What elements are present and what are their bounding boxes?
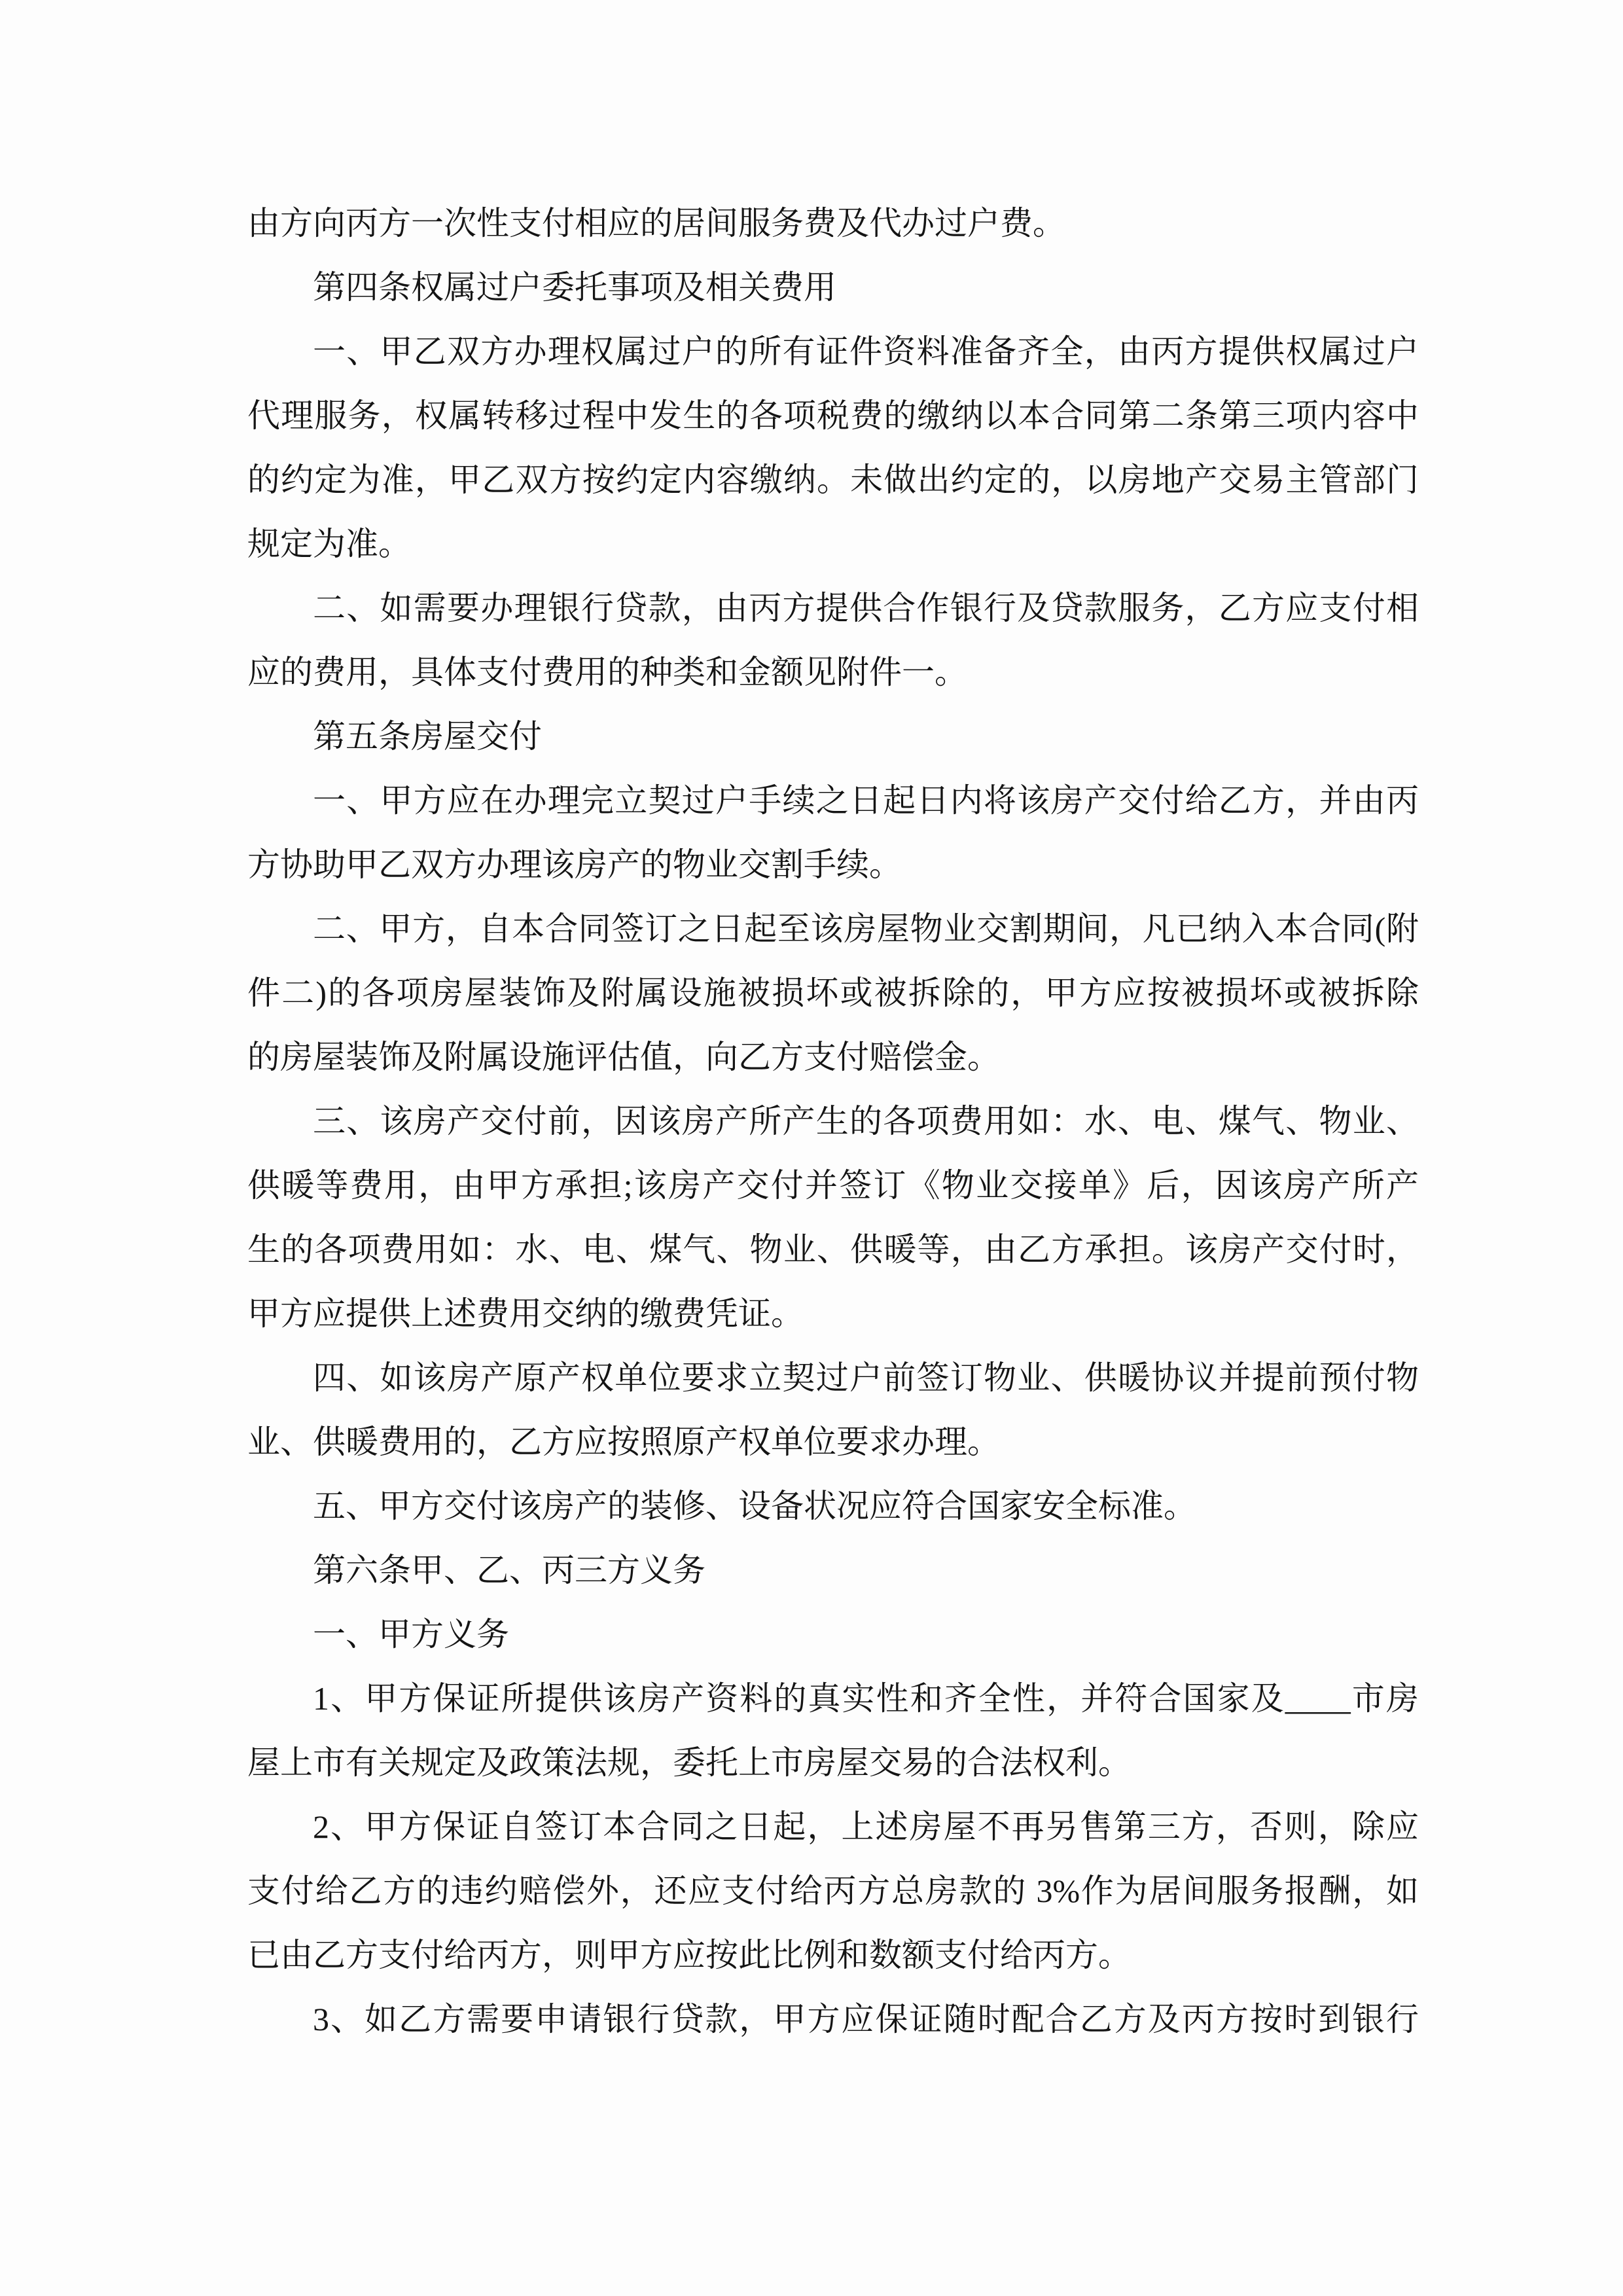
text-line: 已由乙方支付给丙方，则甲方应按此比例和数额支付给丙方。 — [247, 1937, 1131, 1973]
text-line: 一、甲乙双方办理权属过户的所有证件资料准备齐全，由丙方提供权属过户 — [313, 333, 1419, 370]
text-line: 三、该房产交付前，因该房产所产生的各项费用如：水、电、煤气、物业、 — [313, 1103, 1419, 1139]
document-page — [247, 191, 1419, 2051]
text-line: 五、甲方交付该房产的装修、设备状况应符合国家安全标准。 — [313, 1488, 1196, 1524]
text-line: 第六条甲、乙、丙三方义务 — [313, 1552, 705, 1588]
text-line: 应的费用，具体支付费用的种类和金额见附件一。 — [247, 654, 967, 691]
text-line: 二、甲方，自本合同签订之日起至该房屋物业交割期间，凡已纳入本合同(附 — [313, 910, 1419, 947]
text-line: 的约定为准，甲乙双方按约定内容缴纳。未做出约定的，以房地产交易主管部门 — [247, 461, 1419, 498]
text-line: 1、甲方保证所提供该房产资料的真实性和齐全性，并符合国家及____市房 — [313, 1680, 1419, 1717]
text-line: 的房屋装饰及附属设施评估值，向乙方支付赔偿金。 — [247, 1039, 1000, 1075]
text-line: 方协助甲乙双方办理该房产的物业交割手续。 — [247, 846, 902, 883]
text-line: 规定为准。 — [247, 526, 411, 562]
text-line: 2、甲方保证自签订本合同之日起，上述房屋不再另售第三方，否则，除应 — [313, 1808, 1419, 1845]
text-line: 代理服务，权属转移过程中发生的各项税费的缴纳以本合同第二条第三项内容中 — [247, 397, 1419, 434]
text-line: 一、甲方应在办理完立契过户手续之日起日内将该房产交付给乙方，并由丙 — [313, 782, 1419, 819]
text-line: 一、甲方义务 — [313, 1616, 509, 1653]
text-line: 甲方应提供上述费用交纳的缴费凭证。 — [247, 1295, 804, 1332]
text-line: 二、如需要办理银行贷款，由丙方提供合作银行及贷款服务，乙方应支付相 — [313, 590, 1419, 626]
text-line: 件二)的各项房屋装饰及附属设施被损坏或被拆除的，甲方应按被损坏或被拆除 — [247, 975, 1419, 1011]
text-line: 供暖等费用，由甲方承担;该房产交付并签订《物业交接单》后，因该房产所产 — [247, 1167, 1419, 1204]
text-line: 四、如该房产原产权单位要求立契过户前签订物业、供暖协议并提前预付物 — [313, 1359, 1419, 1396]
text-line: 生的各项费用如：水、电、煤气、物业、供暖等，由乙方承担。该房产交付时， — [247, 1231, 1419, 1268]
text-line: 业、供暖费用的，乙方应按照原产权单位要求办理。 — [247, 1424, 1000, 1460]
text-line: 第四条权属过户委托事项及相关费用 — [313, 269, 836, 306]
text-line: 屋上市有关规定及政策法规，委托上市房屋交易的合法权利。 — [247, 1744, 1131, 1781]
text-line: 第五条房屋交付 — [313, 718, 542, 755]
text-line: 3、如乙方需要申请银行贷款，甲方应保证随时配合乙方及丙方按时到银行 — [313, 2001, 1419, 2037]
text-line: 由方向丙方一次性支付相应的居间服务费及代办过户费。 — [247, 205, 1065, 242]
text-line: 支付给乙方的违约赔偿外，还应支付给丙方总房款的 3%作为居间服务报酬，如 — [247, 1873, 1419, 1909]
